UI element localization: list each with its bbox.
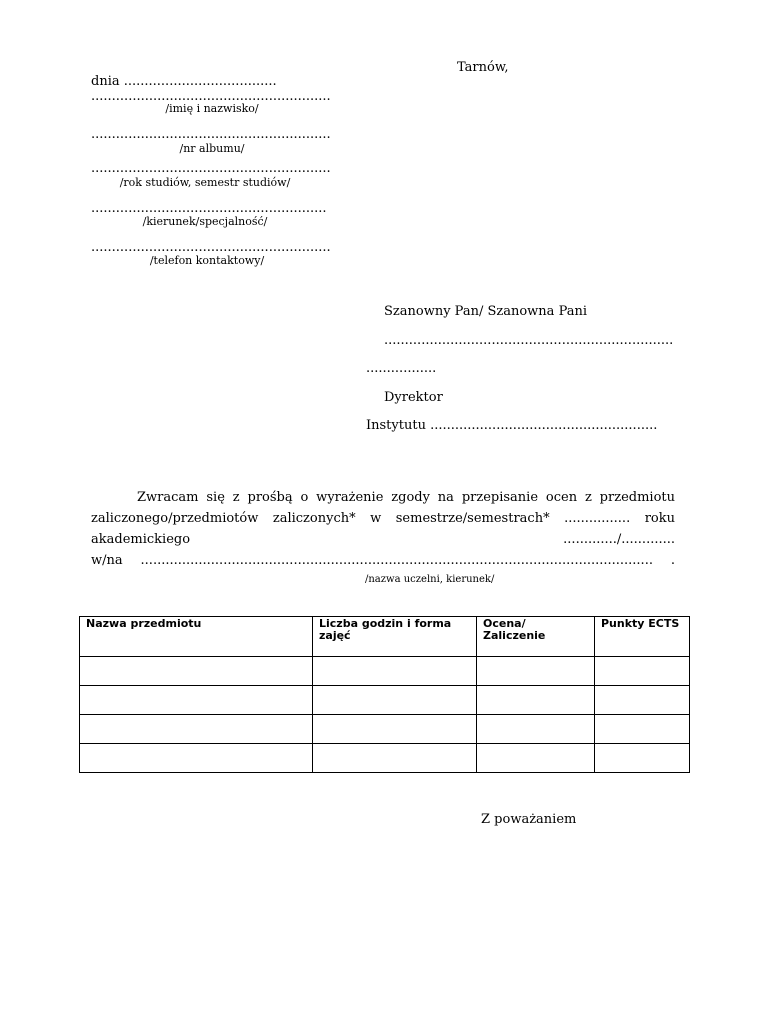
table-cell[interactable] — [477, 657, 595, 686]
table-cell[interactable] — [477, 744, 595, 773]
request-word: zaliczonych* — [272, 511, 356, 526]
year-semester-field[interactable]: .......................................................... — [91, 161, 331, 176]
salutation: Szanowny Pan/ Szanowna Pani — [384, 304, 588, 319]
addressee-role: Dyrektor — [384, 390, 443, 405]
addressee-name-field-continued[interactable]: ................. — [366, 361, 437, 376]
phone-caption: /telefon kontaktowy/ — [149, 254, 265, 267]
table-cell[interactable] — [595, 744, 690, 773]
request-line-2 — [91, 508, 675, 529]
table-cell[interactable] — [477, 715, 595, 744]
table-cell[interactable] — [80, 715, 313, 744]
request-word: akademickiego — [91, 532, 191, 547]
column-header-ects: Punkty ECTS — [595, 617, 690, 657]
column-header-grade: Ocena/ Zaliczenie — [477, 617, 595, 657]
table-cell[interactable] — [595, 686, 690, 715]
table-cell[interactable] — [313, 744, 477, 773]
album-caption: /nr albumu/ — [179, 142, 245, 155]
request-line-3 — [91, 529, 675, 550]
table-cell[interactable] — [80, 686, 313, 715]
major-field[interactable]: ......................................................... — [91, 201, 327, 216]
request-text-1: Zwracam się z prośbą o wyrażenie zgody na przepisanie ocen z przedmiotu — [137, 490, 675, 505]
subjects-table — [79, 616, 690, 773]
request-word: roku — [644, 511, 675, 526]
table-row — [80, 657, 690, 686]
table-cell[interactable] — [595, 715, 690, 744]
album-field[interactable]: .......................................................... — [91, 127, 331, 142]
request-word: semestrze/semestrach* — [395, 511, 550, 526]
date-field[interactable]: dnia ..................................... — [91, 74, 277, 89]
addressee-name-field[interactable]: ...................................................................... — [384, 333, 674, 348]
major-caption: /kierunek/specjalność/ — [142, 215, 268, 228]
table-cell[interactable] — [595, 657, 690, 686]
table-cell[interactable] — [313, 657, 477, 686]
name-caption: /imię i nazwisko/ — [165, 102, 259, 115]
column-header-hours: Liczba godzin i forma zajęć — [313, 617, 477, 657]
closing-text: Z poważaniem — [481, 812, 577, 827]
institute-field[interactable]: Instytutu ....................................................... — [366, 418, 658, 433]
table-cell[interactable] — [80, 744, 313, 773]
request-line-1 — [91, 487, 675, 508]
academic-year-field[interactable]: ............./............. — [563, 532, 675, 547]
table-row — [80, 744, 690, 773]
phone-field[interactable]: .......................................................... — [91, 240, 331, 255]
request-word: zaliczonego/przedmiotów — [91, 511, 259, 526]
request-word: w — [370, 511, 382, 526]
request-paragraph — [91, 487, 675, 571]
table-cell[interactable] — [313, 686, 477, 715]
year-semester-caption: /rok studiów, semestr studiów/ — [119, 176, 291, 189]
table-row — [80, 686, 690, 715]
semester-field[interactable]: ................ — [564, 511, 631, 526]
university-caption: /nazwa uczelni, kierunek/ — [365, 574, 495, 585]
city-label: Tarnów, — [457, 60, 509, 75]
table-cell[interactable] — [80, 657, 313, 686]
table-row — [80, 715, 690, 744]
table-cell[interactable] — [477, 686, 595, 715]
table-cell[interactable] — [313, 715, 477, 744]
column-header-subject: Nazwa przedmiotu — [80, 617, 313, 657]
table-header-row — [80, 617, 690, 657]
university-field[interactable]: w/na ............................................................................................................................ . — [91, 553, 675, 568]
name-field[interactable]: .......................................................... — [91, 89, 331, 104]
